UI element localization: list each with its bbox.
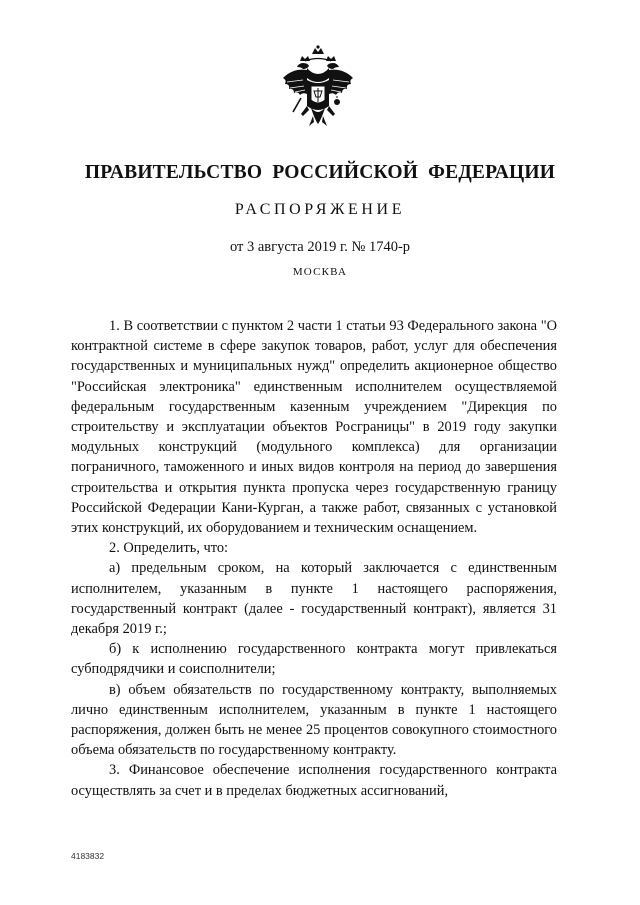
document-type: РАСПОРЯЖЕНИЕ (234, 201, 406, 218)
paragraph-2: 2. Определить, что: (109, 540, 229, 557)
document-city: МОСКВА (292, 266, 348, 278)
paragraph-2c: в) объем обязательств по государственному контракту, выполняемых лично единственным исполнителем, указанным в пункте 1 настоящего распоряжения, должен быть не менее 25 процентов совокупного стоимостного объема обязательств по государственному контракту. (71, 681, 557, 759)
document-code: 4183832 (71, 851, 105, 861)
paragraph-2a: а) предельным сроком, на который заключается с единственным исполнителем, указанным в пункте 1 настоящего распоряжения, государственный контракт (далее - государственный контракт), является 31 декабря 2019 г.; (71, 560, 557, 638)
document-body (71, 316, 557, 801)
paragraph-3: 3. Финансовое обеспечение исполнения государственного контракта осуществлять за счет и в пределах бюджетных ассигнований, (71, 762, 557, 799)
russian-coat-of-arms-icon (279, 44, 357, 140)
paragraph-2b: б) к исполнению государственного контракта могут привлекаться субподрядчики и соисполнители; (71, 641, 557, 678)
paragraph-1: 1. В соответствии с пунктом 2 части 1 статьи 93 Федерального закона "О контрактной системе в сфере закупок товаров, работ, услуг для обеспечения государственных и муниципальных нужд" определить акционерное общество "Российская электроника" единственным исполнителем осуществляемой федеральным государственным казенным учреждением "Дирекция по строительству и эксплуатации объектов Росграницы" в 2019 году закупки модульных конструкций (модульного комплекса) для организации пограничного, таможенного и иных видов контроля на период до завершения строительства и открытия пункта пропуска через государственную границу Российской Федерации Кани-Курган, а также работ, связанных с установкой этих конструкций, их оборудованием и техническим оснащением. (71, 318, 557, 537)
government-title: ПРАВИТЕЛЬСТВО РОССИЙСКОЙ ФЕДЕРАЦИИ (84, 162, 556, 183)
document-date-number: от 3 августа 2019 г. № 1740-р (229, 239, 411, 255)
